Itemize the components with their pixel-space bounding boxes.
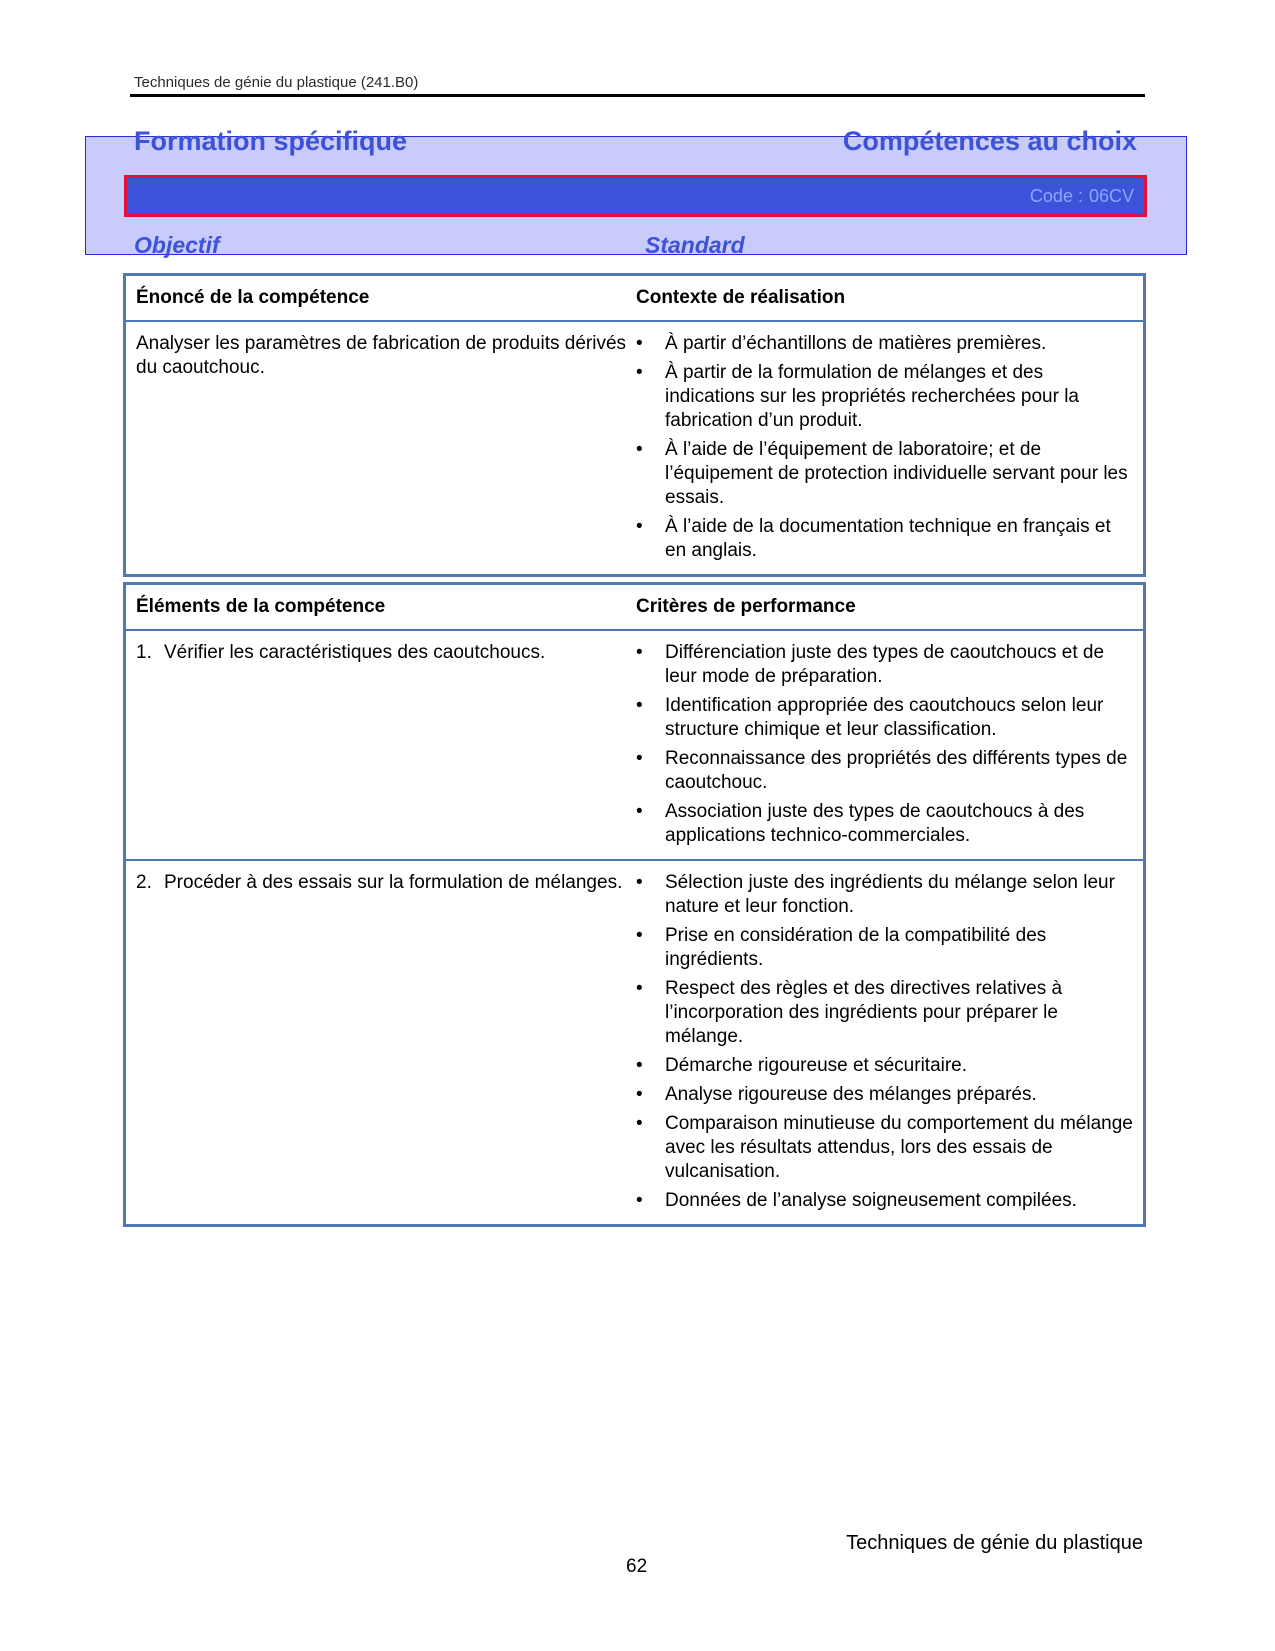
list-item: • Association juste des types de caoutchoucs à des applications technico-commerciales. — [636, 800, 1133, 848]
list-item: • Analyse rigoureuse des mélanges préparés. — [636, 1083, 1133, 1107]
table-row — [126, 322, 1143, 574]
header-criteria: Critères de performance — [636, 596, 856, 617]
competency-statement-table — [123, 273, 1146, 577]
header-rule — [130, 94, 1145, 97]
section-title: Formation spécifique — [134, 126, 408, 156]
list-item: • À partir de la formulation de mélanges et des indications sur les propriétés recherchées pour la fabrication d’un produit. — [636, 361, 1133, 433]
list-item: • À l’aide de l’équipement de laboratoire; et de l’équipement de protection individuelle servant pour les essais. — [636, 438, 1133, 510]
competency-statement: Analyser les paramètres de fabrication de produits dérivés du caoutchouc. — [136, 333, 627, 378]
table-header — [126, 276, 1143, 322]
page-number: 62 — [626, 1556, 648, 1577]
code-value: 06CV — [1088, 186, 1134, 206]
running-header: Techniques de génie du plastique (241.B0) — [134, 74, 419, 91]
code-label: Code : — [1029, 186, 1083, 206]
element-number: 2. — [136, 872, 152, 893]
element-text: Procéder à des essais sur la formulation de mélanges. — [164, 872, 623, 893]
list-item: • Démarche rigoureuse et sécuritaire. — [636, 1054, 1133, 1078]
header-context: Contexte de réalisation — [636, 287, 846, 308]
list-item: • Identification appropriée des caoutchoucs selon leur structure chimique et leur classification. — [636, 694, 1133, 742]
table-row — [126, 859, 1143, 1224]
criteria-list — [636, 871, 1133, 1213]
competency-code — [1024, 186, 1134, 207]
standard-label: Standard — [645, 232, 745, 258]
objective-label: Objectif — [134, 232, 220, 258]
footer-title: Techniques de génie du plastique — [846, 1532, 1143, 1554]
header-statement: Énoncé de la compétence — [136, 287, 370, 308]
table-row — [126, 631, 1143, 859]
list-item: • Respect des règles et des directives relatives à l’incorporation des ingrédients pour préparer le mélange. — [636, 977, 1133, 1049]
criteria-list — [636, 641, 1133, 848]
element-item — [136, 871, 636, 895]
list-item: • Données de l’analyse soigneusement compilées. — [636, 1189, 1133, 1213]
code-bar — [124, 175, 1147, 217]
list-item: • Comparaison minutieuse du comportement du mélange avec les résultats attendus, lors des essais de vulcanisation. — [636, 1112, 1133, 1184]
element-number: 1. — [136, 642, 152, 663]
table-header — [126, 585, 1143, 631]
context-list — [636, 332, 1133, 563]
element-text: Vérifier les caractéristiques des caoutchoucs. — [164, 642, 546, 663]
list-item: • Reconnaissance des propriétés des différents types de caoutchouc. — [636, 747, 1133, 795]
list-item: • À partir d’échantillons de matières premières. — [636, 332, 1133, 356]
header-elements: Éléments de la compétence — [136, 596, 386, 617]
list-item: • Différenciation juste des types de caoutchoucs et de leur mode de préparation. — [636, 641, 1133, 689]
list-item: • Sélection juste des ingrédients du mélange selon leur nature et leur fonction. — [636, 871, 1133, 919]
element-item — [136, 641, 636, 665]
section-subtitle: Compétences au choix — [842, 126, 1137, 156]
list-item: • À l’aide de la documentation technique en français et en anglais. — [636, 515, 1133, 563]
competency-elements-table — [123, 582, 1146, 1227]
list-item: • Prise en considération de la compatibilité des ingrédients. — [636, 924, 1133, 972]
